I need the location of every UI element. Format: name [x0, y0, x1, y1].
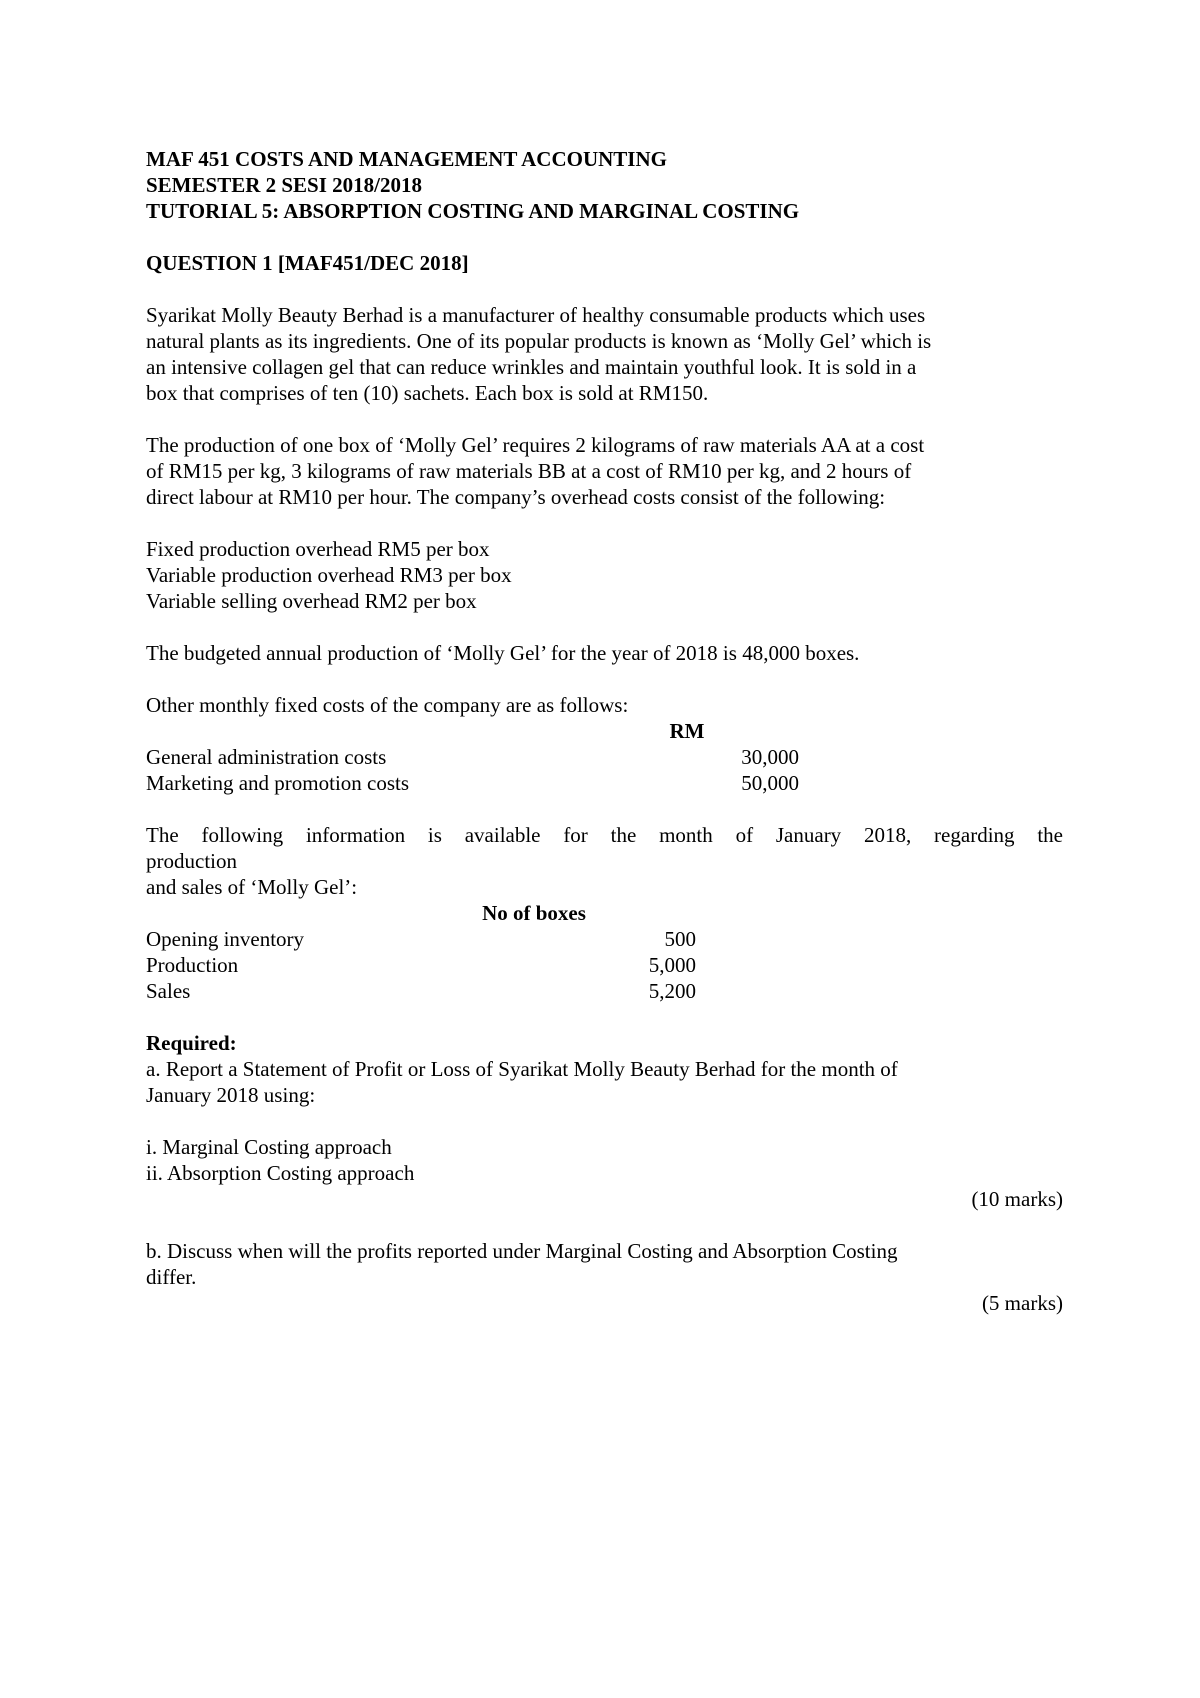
cost-value: 30,000: [741, 745, 799, 769]
item-value: 5,000: [648, 953, 696, 977]
cost-label: General administration costs: [146, 745, 387, 769]
item-value: 5,200: [648, 979, 696, 1003]
production-line: direct labour at RM10 per hour. The company’s overhead costs consist of the following:: [146, 485, 886, 509]
budget-text: The budgeted annual production of ‘Molly Gel’ for the year of 2018 is 48,000 boxes.: [146, 641, 860, 665]
part-a-sub-i: i. Marginal Costing approach: [146, 1135, 392, 1159]
january-intro-line1: The following information is available for the month of January 2018, regarding the: [146, 823, 1063, 847]
january-boxes-table: [146, 900, 1063, 1004]
intro-line: Syarikat Molly Beauty Berhad is a manufacturer of healthy consumable products which uses: [146, 303, 926, 327]
intro-paragraph: [146, 302, 1063, 406]
table-row: [146, 952, 1063, 978]
item-label: Production: [146, 953, 239, 977]
part-a-sub-ii: ii. Absorption Costing approach: [146, 1161, 415, 1185]
boxes-column-header: No of boxes: [482, 901, 586, 925]
item-label: Opening inventory: [146, 927, 305, 951]
cost-label: Marketing and promotion costs: [146, 771, 410, 795]
overhead-list: [146, 536, 1063, 614]
course-title: MAF 451 COSTS AND MANAGEMENT ACCOUNTING: [146, 147, 667, 171]
tutorial-title: TUTORIAL 5: ABSORPTION COSTING AND MARGINAL COSTING: [146, 199, 800, 223]
part-a-marks: (10 marks): [971, 1187, 1063, 1211]
item-value: 500: [664, 927, 696, 951]
part-b-marks: (5 marks): [981, 1291, 1063, 1315]
overhead-item: Fixed production overhead RM5 per box: [146, 537, 490, 561]
document-page: [146, 146, 1063, 1316]
table-row: [146, 744, 1063, 770]
january-intro-line2: production: [146, 849, 237, 873]
fixed-costs-intro: Other monthly fixed costs of the company are as follows:: [146, 693, 629, 717]
production-paragraph: [146, 432, 1063, 510]
overhead-item: Variable selling overhead RM2 per box: [146, 589, 477, 613]
semester-title: SEMESTER 2 SESI 2018/2018: [146, 173, 422, 197]
question-title: QUESTION 1 [MAF451/DEC 2018]: [146, 251, 469, 275]
intro-line: box that comprises of ten (10) sachets. Each box is sold at RM150.: [146, 381, 709, 405]
part-b-line2: differ.: [146, 1265, 197, 1289]
production-line: The production of one box of ‘Molly Gel’ requires 2 kilograms of raw materials AA at a cost: [146, 433, 925, 457]
fixed-costs-table: [146, 718, 1063, 796]
part-a-line2: January 2018 using:: [146, 1083, 316, 1107]
table-row: [146, 770, 1063, 796]
part-b-line1: b. Discuss when will the profits reported under Marginal Costing and Absorption Costing: [146, 1239, 898, 1263]
production-line: of RM15 per kg, 3 kilograms of raw materials BB at a cost of RM10 per kg, and 2 hours of: [146, 459, 912, 483]
part-a-line1: a. Report a Statement of Profit or Loss of Syarikat Molly Beauty Berhad for the month of: [146, 1057, 898, 1081]
table-header-row: [146, 900, 1063, 926]
table-header-row: [146, 718, 1063, 744]
table-row: [146, 926, 1063, 952]
table-row: [146, 978, 1063, 1004]
overhead-item: Variable production overhead RM3 per box: [146, 563, 512, 587]
rm-column-header: RM: [669, 719, 705, 743]
intro-line: natural plants as its ingredients. One of its popular products is known as ‘Molly Gel’ which is: [146, 329, 932, 353]
intro-line: an intensive collagen gel that can reduce wrinkles and maintain youthful look. It is sold in a: [146, 355, 917, 379]
cost-value: 50,000: [741, 771, 799, 795]
required-heading: Required:: [146, 1031, 237, 1055]
item-label: Sales: [146, 979, 191, 1003]
january-intro-line3: and sales of ‘Molly Gel’:: [146, 875, 358, 899]
